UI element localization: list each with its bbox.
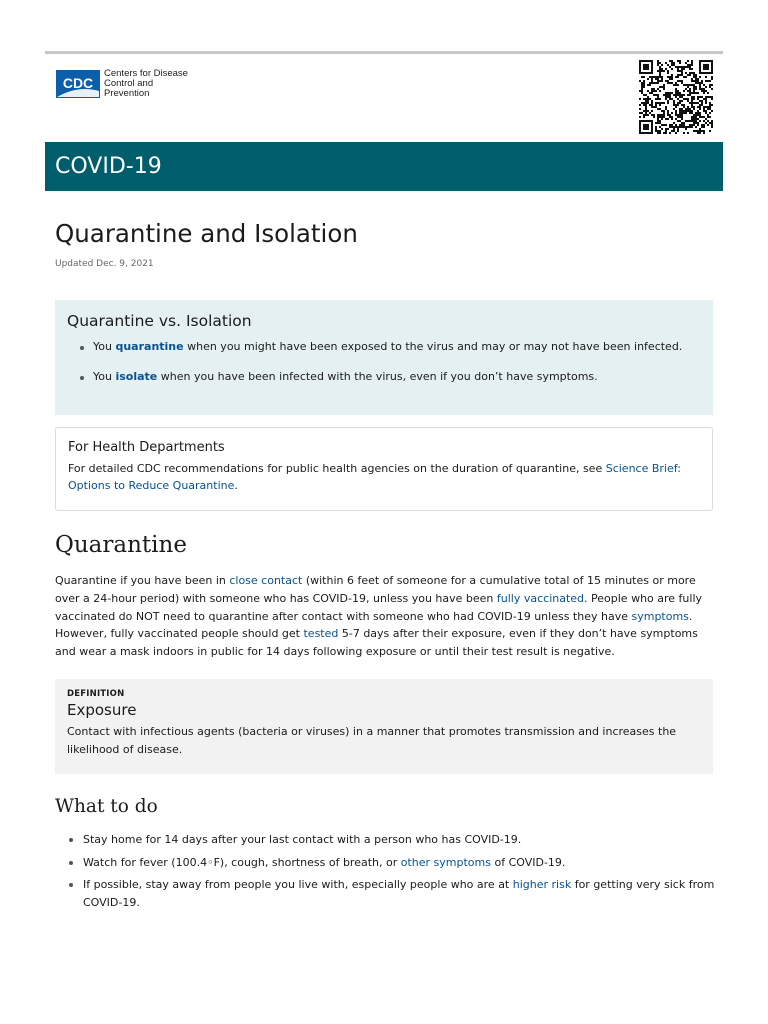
higher-risk-link[interactable]: higher risk [512,878,572,891]
close-contact-link[interactable]: close contact [229,574,303,587]
callout-item-text: when you have been infected with the virus, even if you don’t have symptoms. [157,370,598,383]
list-item-text: Watch for fever (100.4◦F), cough, shortness of breath, or [83,855,401,869]
list-item: Stay home for 14 days after your last contact with a person who has COVID-19. [83,831,743,849]
list-item [83,854,743,872]
list-item-text: of COVID-19. [490,855,566,869]
cdc-logo-abbrev: CDC [62,75,94,91]
quarantine-link[interactable]: quarantine [115,340,184,353]
quarantine-heading: Quarantine [55,532,187,558]
health-departments-title: For Health Departments [68,440,225,455]
quarantine-vs-isolation-callout [55,300,713,415]
callout-list [67,339,701,385]
tested-link[interactable]: tested [303,627,339,641]
quarantine-paragraph [55,572,715,661]
callout-title: Quarantine vs. Isolation [67,312,252,330]
cdc-logo[interactable] [56,69,194,99]
qr-code-icon [639,60,713,136]
callout-item-isolate [93,369,701,385]
what-to-do-list [55,831,743,916]
symptoms-link[interactable]: symptoms [631,609,689,623]
callout-item-text: You [93,340,116,353]
health-departments-text [68,460,700,494]
fully-vaccinated-link[interactable]: fully vaccinated [496,591,585,605]
updated-date: Updated Dec. 9, 2021 [55,259,154,269]
top-divider [45,51,723,54]
health-departments-box [55,427,713,511]
definition-term: Exposure [67,701,137,719]
definition-box [55,679,713,774]
callout-item-quarantine [93,339,701,355]
para-text: Quarantine if you have been in [55,574,230,587]
list-item [83,876,743,911]
para-text: 5-7 days after their exposure, even if they don’t have symptoms and wear a mask indoors in public for 14 days following exposure or until their test result is negative. [55,627,698,659]
logo-line-2: Control and Prevention [104,78,154,99]
callout-item-text: when you might have been exposed to the virus and may or may not have been infected. [183,340,683,353]
list-item-text: If possible, stay away from people you live with, especially people who are at [83,878,513,891]
list-item-text: for getting very sick from COVID-19. [83,878,715,909]
cdc-logo-text [104,69,194,99]
what-to-do-heading: What to do [55,796,158,817]
definition-kicker: DEFINITION [67,689,125,699]
health-text-end: . [234,479,238,492]
other-symptoms-link[interactable]: other symptoms [400,855,491,869]
science-brief-link[interactable]: Science Brief: Options to Reduce Quarantine [68,462,681,492]
health-text: For detailed CDC recommendations for public health agencies on the duration of quarantine, see [68,462,606,475]
cdc-logo-mark [56,70,100,98]
para-text: . People who are fully vaccinated do NOT need to quarantine after contact with someone who had COVID-19 unless they have [55,591,703,623]
logo-line-1: Centers for Disease [104,68,188,79]
page-title: Quarantine and Isolation [55,219,358,248]
para-text: (within 6 feet of someone for a cumulative total of 15 minutes or more over a 24-hour period) with someone who has COVID-19, unless you have been [55,574,696,605]
para-text: . However, fully vaccinated people should get [55,609,693,641]
definition-text: Contact with infectious agents (bacteria or viruses) in a manner that promotes transmission and increases the likelihood of disease. [67,725,677,756]
callout-item-text: You [93,370,116,383]
banner-title[interactable]: COVID-19 [55,154,162,179]
covid-banner[interactable] [45,142,723,191]
isolate-link[interactable]: isolate [115,370,158,383]
